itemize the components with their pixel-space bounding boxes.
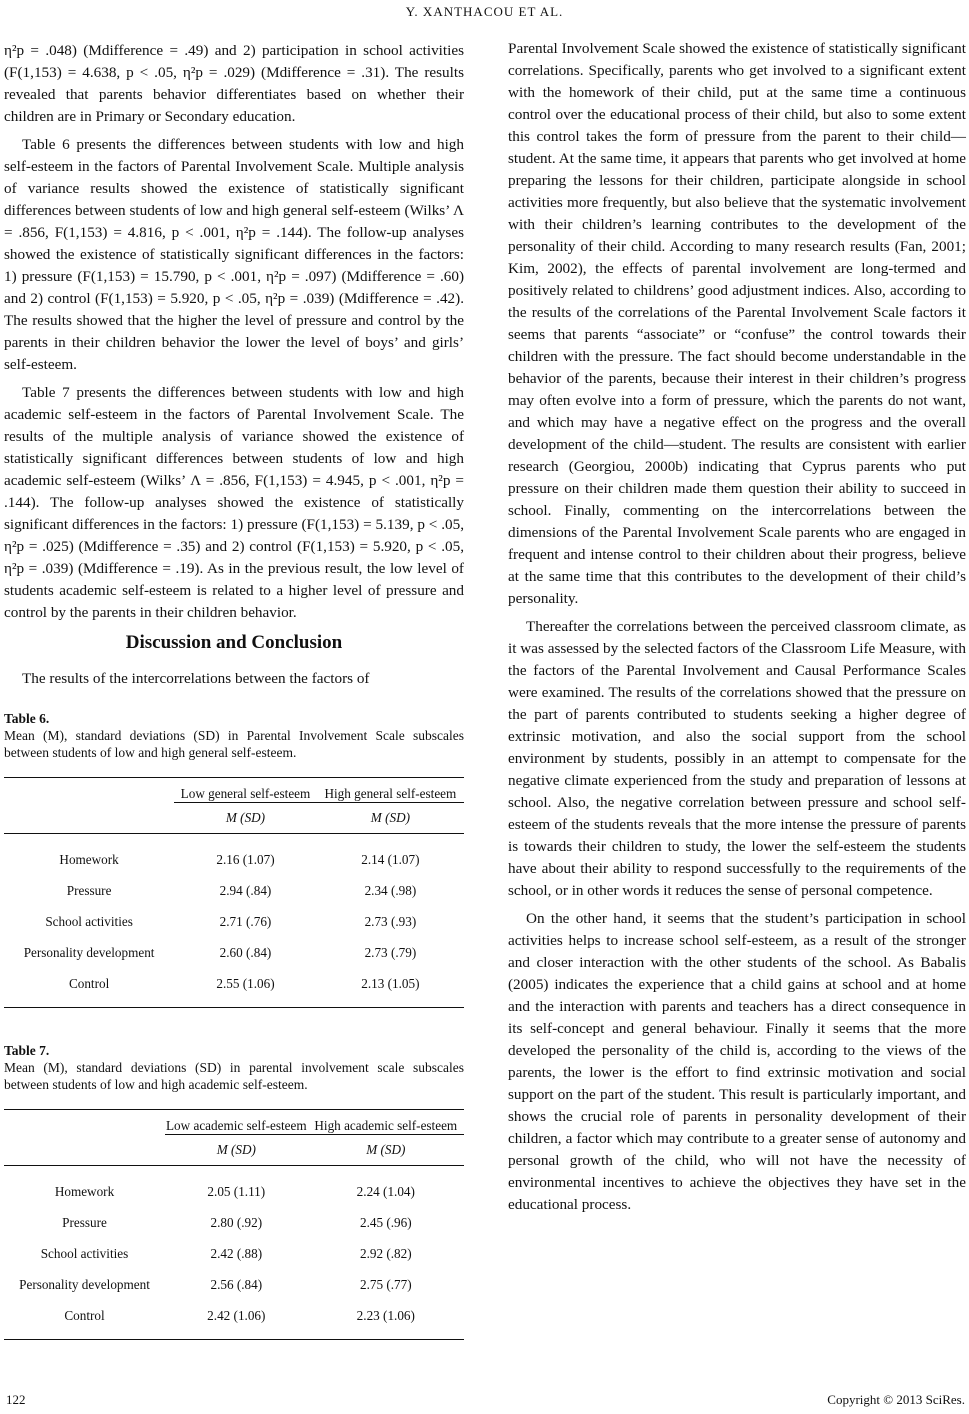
table-cell-high: 2.24 (1.04) [308, 1166, 464, 1208]
table7 [4, 1109, 464, 1340]
table6-description: Mean (M), standard deviations (SD) in Parental Involvement Scale subscales between students of low and high general self-esteem. [4, 728, 464, 760]
table6-label: Table 6. [4, 711, 50, 726]
table6 [4, 777, 464, 1008]
right-paragraph-1: Parental Involvement Scale showed the existence of statistically significant correlations. Specifically, parents who get involved to a significant extent with the homework of their child, put at the same time a continuous control over the educational process of their child, but also to some extent this control takes the form of pressure from the parent to their child—student. At the same time, it appears that parents who get involved at home preparing the lessons for their children, participate alongside in school activities more frequently, but also believe that the systematic involvement with their children’s learning contributes to the development of the personality of their child. According to many research results (Fan, 2001; Kim, 2002), the effects of parental involvement are long-termed and positively related to childrens’ good adjustment indices. Also, according to the results of the correlations of the Parental Involvement Scale factors it seems that parents “associate” or “confuse” the control towards their children with the pressure. The fact should become understandable in the behavior of the parents, because their interest in their children’s progress may often evolve into a form of pressure, which the parents do not want, and which may have a negative effect on the progress and the overall development of the child—student. The results are consistent with earlier research (Georgiou, 2000b) indicating that Cyprus parents who put pressure on their children made them question their ability to succeed in school. Finally, commenting on the intercorrelations between the dimensions of the Parental Involvement Scale parents who are engaged in frequent and intense control to their children about their progress, believe at the same time that this contributes to the development of their child’s personality. [508, 40, 966, 607]
table-cell-name: Pressure [66, 882, 112, 898]
copyright: Copyright © 2013 SciRes. [827, 1392, 965, 1407]
section-heading: Discussion and Conclusion [125, 632, 343, 653]
table-row [4, 1238, 464, 1269]
table-cell-high: 2.13 (1.05) [317, 968, 464, 1008]
table-row [4, 937, 464, 968]
table7-description: Mean (M), standard deviations (SD) in parental involvement scale subscales between students of low and high academic self-esteem. [4, 1060, 464, 1092]
table7-col-high: High academic self-esteem [308, 1110, 464, 1135]
left-paragraph-2: Table 6 presents the differences between students with low and high self-esteem in the factors of Parental Involvement Scale. Multiple analysis of variance results showed the existence of statistically significant differences between students of low and high general self-esteem (Wilks’ Λ = .856, F(1,153) = 4.816, p < .001, η²p = .144). The follow-up analyses showed the existence of statistically significant differences in the factors: 1) pressure (F(1,153) = 15.790, p < .001, η²p = .097) (Mdifference = .60) and 2) control (F(1,153) = 5.920, p < .05, η²p = .039) (Mdifference = .42). The results showed that the higher the level of pressure and control by the parents in their children behavior the lower the level of boys’ and girls’ self-esteem. [4, 136, 464, 373]
table-cell-name: School activities [45, 913, 133, 929]
table-cell-low: 2.71 (.76) [219, 913, 272, 929]
table-cell-high: 2.73 (.93) [364, 913, 417, 929]
table6-stat-low: M (SD) [174, 803, 317, 834]
table-cell-high: 2.73 (.79) [364, 944, 417, 960]
table-cell-name: Personality development [19, 1276, 150, 1292]
table-cell-name: Control [4, 1300, 165, 1340]
table-cell-name: Homework [4, 834, 174, 876]
table6-col-high: High general self-esteem [317, 778, 464, 803]
table7-label: Table 7. [4, 1043, 50, 1058]
table-row [4, 1269, 464, 1300]
table-cell-low: 2.56 (.84) [210, 1276, 263, 1292]
table-cell-low: 2.60 (.84) [219, 944, 272, 960]
running-head: Y. XANTHACOU ET AL. [405, 4, 564, 19]
table-cell-low: 2.16 (1.07) [174, 834, 317, 876]
table7-caption [4, 1042, 464, 1093]
left-column [4, 40, 464, 1340]
left-paragraph-1: η²p = .048) (Mdifference = .49) and 2) participation in school activities (F(1,153) = 4.638, p < .05, η²p = .029) (Mdifference = .31). The results revealed that parents behavior differentiates based on whether their children are in Primary or Secondary education. [4, 42, 464, 125]
table-cell-low: 2.05 (1.11) [165, 1166, 308, 1208]
table-row [4, 968, 464, 1008]
right-column [508, 38, 966, 1216]
left-paragraph-4: The results of the intercorrelations between the factors of [22, 670, 370, 687]
table-row [4, 906, 464, 937]
table-cell-name: Control [4, 968, 174, 1008]
table-cell-high: 2.23 (1.06) [308, 1300, 464, 1340]
table-cell-high: 2.92 (.82) [359, 1245, 412, 1261]
table-cell-high: 2.45 (.96) [359, 1214, 412, 1230]
table-cell-high: 2.75 (.77) [359, 1276, 412, 1292]
table-cell-low: 2.94 (.84) [219, 882, 272, 898]
table-row [4, 1300, 464, 1340]
table-cell-name: Pressure [62, 1214, 107, 1230]
table7-stat-low: M (SD) [165, 1135, 308, 1166]
table-cell-name: Homework [4, 1166, 165, 1208]
table-cell-high: 2.34 (.98) [364, 882, 417, 898]
table6-stat-high: M (SD) [317, 803, 464, 834]
page-number: 122 [6, 1392, 26, 1407]
table-row [4, 1166, 464, 1208]
right-paragraph-2: Thereafter the correlations between the perceived classroom climate, as it was assessed by the selected factors of the Classroom Life Measure, with the factors of the Parental Involvement and Causal Performance Scales were examined. The results of the correlations showed that the pressure on the part of parents contributed to students seeking a higher degree of extrinsic motivation, and also the social support from the school environment by students, possibly in an attempt to compensate for the negative climate experienced from the study and preparation of lessons at school. Also, the negative correlation between pressure and school self-esteem of the students reveals that the more intense the pressure of parents is towards their children to study, the lower the self-esteem the students have about their ability to respond successfully to the requirements of the school, or in other words it reduces the sense of personal competence. [508, 618, 966, 899]
table-row [4, 1207, 464, 1238]
table6-caption [4, 710, 464, 761]
table-row [4, 875, 464, 906]
table-cell-low: 2.42 (.88) [210, 1245, 263, 1261]
table-cell-low: 2.55 (1.06) [174, 968, 317, 1008]
table7-stat-high: M (SD) [308, 1135, 464, 1166]
table6-col-low: Low general self-esteem [174, 778, 317, 803]
table-cell-low: 2.80 (.92) [210, 1214, 263, 1230]
table-cell-name: Personality development [23, 944, 155, 960]
table-row [4, 834, 464, 876]
right-paragraph-3: On the other hand, it seems that the student’s participation in school activities helps to increase school self-esteem, as a result of the stronger and closer interaction with the other students of the school. As Babalis (2005) indicates the experience that a child gains at school and at home and the interaction with parents and teachers has a direct consequence in its self-concept and general behaviour. Finally it seems that the more developed the personality of the child is, according to the views of the parents, the lower is the effort to find extrinsic motivation and social support on the part of the student. This result is particularly important, and shows the crucial role of parents in personality development of their children, a factor which may contribute to a greater sense of autonomy and personal growth of the child, who will not have the necessity of environmental incentives to achieve the objectives they have set in the educational process. [508, 910, 966, 1213]
table-cell-name: School activities [40, 1245, 129, 1261]
table7-col-low: Low academic self-esteem [165, 1110, 308, 1135]
table-cell-high: 2.14 (1.07) [317, 834, 464, 876]
left-paragraph-3: Table 7 presents the differences between students with low and high academic self-esteem in the factors of Parental Involvement Scale. The results of the multiple analysis of variance showed the existence of statistically significant differences between students of low and high academic self-esteem (Wilks’ Λ = .856, F(1,153) = 4.945, p < .001, η²p = .144). The follow-up analyses showed the existence of statistically significant differences in the factors: 1) pressure (F(1,153) = 5.139, p < .05, η²p = .025) (Mdifference = .35) and 2) control (F(1,153) = 5.920, p < .05, η²p = .039) (Mdifference = .19). As in the previous result, the low level of students academic self-esteem is related to a higher level of pressure and control by the parents in their children behavior. [4, 384, 464, 621]
table-cell-low: 2.42 (1.06) [165, 1300, 308, 1340]
